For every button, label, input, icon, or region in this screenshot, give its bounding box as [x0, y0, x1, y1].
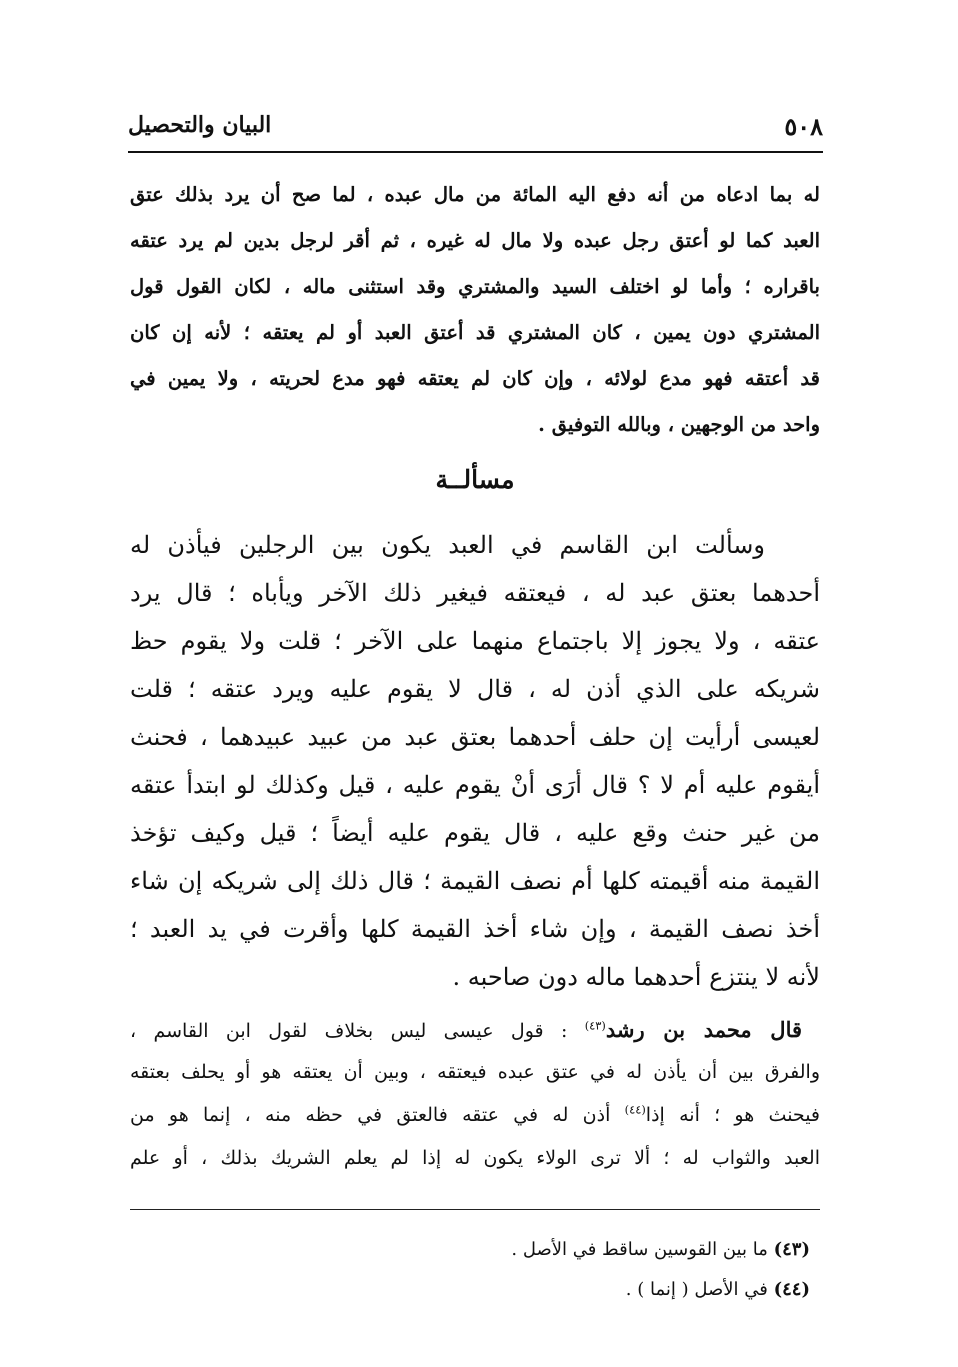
page-number: ٥٠٨	[784, 112, 823, 141]
text-line: أحدهما بعتق عبد له ، فيعتقه فيغير ذلك الآخر ويأباه ؛ قال يرد	[130, 579, 820, 607]
text-line: قد أعتقه فهو مدع لولائه ، وإن كان لم يعتقه فهو مدع لحريته ، ولا يمين في	[130, 367, 820, 390]
main-paragraph	[130, 521, 820, 1001]
text-line: أخذ نصف القيمة ، وإن شاء أخذ القيمة كلها وأقرت في يد العبد ؛	[130, 915, 820, 943]
text-line: المشتري دون يمين ، كان المشتري قد أعتق العبد أو لم يعتقه ؛ لأنه إن كان	[130, 321, 820, 344]
text-line: عتقه ، ولا يجوز إلا باجتماع منهما على الآخر ؛ قلت ولا يقوم حظ	[130, 627, 821, 655]
footnote	[130, 1230, 810, 1270]
footnote-number: (٤٤)	[773, 1279, 810, 1300]
commentary-text: فيحنث هو ؛ أنه إذا	[645, 1104, 821, 1126]
text-line: واحد من الوجهين ، وبالله التوفيق .	[538, 413, 820, 436]
footnotes	[130, 1230, 810, 1310]
header-rule	[128, 151, 823, 153]
footnote-ref: (٤٤)	[624, 1102, 646, 1117]
text-line: من غير حنث وقع عليه ، قال يقوم عليه أيضاً ؛ قيل وكيف تؤخذ	[130, 819, 821, 847]
footnote-text: ما بين القوسين ساقط في الأصل .	[511, 1239, 768, 1260]
text-line: لعيسى أرأيت إن حلف أحدهما بعتق عبد من عبيد عبيدهما ، فحنث	[130, 723, 820, 751]
footnote-text: في الأصل ( إنما ) .	[625, 1279, 768, 1300]
text-line: شريكه على الذي أذن له ، قال لا يقوم عليه ويرد عتقه ؛ قلت	[130, 675, 820, 703]
commentary-text: أذن له في عتقه فالعتق في حظه منه ، إنما هو من	[130, 1104, 611, 1126]
text-line: وسألت ابن القاسم في العبد يكون بين الرجلين فيأذن له	[130, 531, 765, 559]
running-title: البيان والتحصيل	[128, 112, 272, 138]
text-line: القيمة منه أقيمته كلها أم نصف القيمة ؛ قال ذلك إلى شريكه إن شاء	[130, 867, 820, 895]
footnote-separator	[130, 1209, 820, 1210]
commentary-line: والفرق بين أن يأذن له في عتق عبده فيعتقه ، وبين أن يعتقه هو أو يحلف بعتقه	[130, 1061, 820, 1083]
text-line: باقراره ؛ وأما لو اختلف السيد والمشتري وقد استثنى ماله ، لكان القول قول	[130, 275, 820, 298]
commentary-line	[130, 1008, 820, 1051]
text-line: العبد كما لو أعتق رجل عبده ولا مال له غيره ، ثم أقر لرجل بدين لم يرد عتقه	[130, 229, 820, 252]
section-heading: مسألــة	[435, 465, 515, 494]
text-line: لأنه لا ينتزع أحدهما ماله دون صاحبه .	[452, 963, 820, 991]
speaker-name: قال محمد بن رشد	[605, 1017, 803, 1042]
page-header	[128, 112, 823, 144]
text-line: له بما ادعاه من أنه دفع اليه المائة من مال عبده ، لما صح أن يرد بذلك عتق	[130, 183, 820, 206]
intro-paragraph	[130, 172, 820, 448]
text-line: أيقوم عليه أم لا ؟ قال أرَى أنْ يقوم عليه ، قيل وكذلك لو ابتدأ عتقه	[130, 771, 820, 799]
commentary-text: : قول عيسى ليس بخلاف لقول ابن القاسم ،	[130, 1020, 568, 1042]
commentary-paragraph	[130, 1008, 820, 1180]
commentary-line: العبد والثواب له ؛ ألا ترى الولاء يكون له إذا لم يعلم الشريك بذلك ، أو علم	[130, 1147, 820, 1169]
footnote	[130, 1270, 810, 1310]
commentary-line	[130, 1094, 820, 1137]
footnote-number: (٤٣)	[773, 1239, 810, 1260]
footnote-ref: (٤٣)	[584, 1018, 606, 1033]
